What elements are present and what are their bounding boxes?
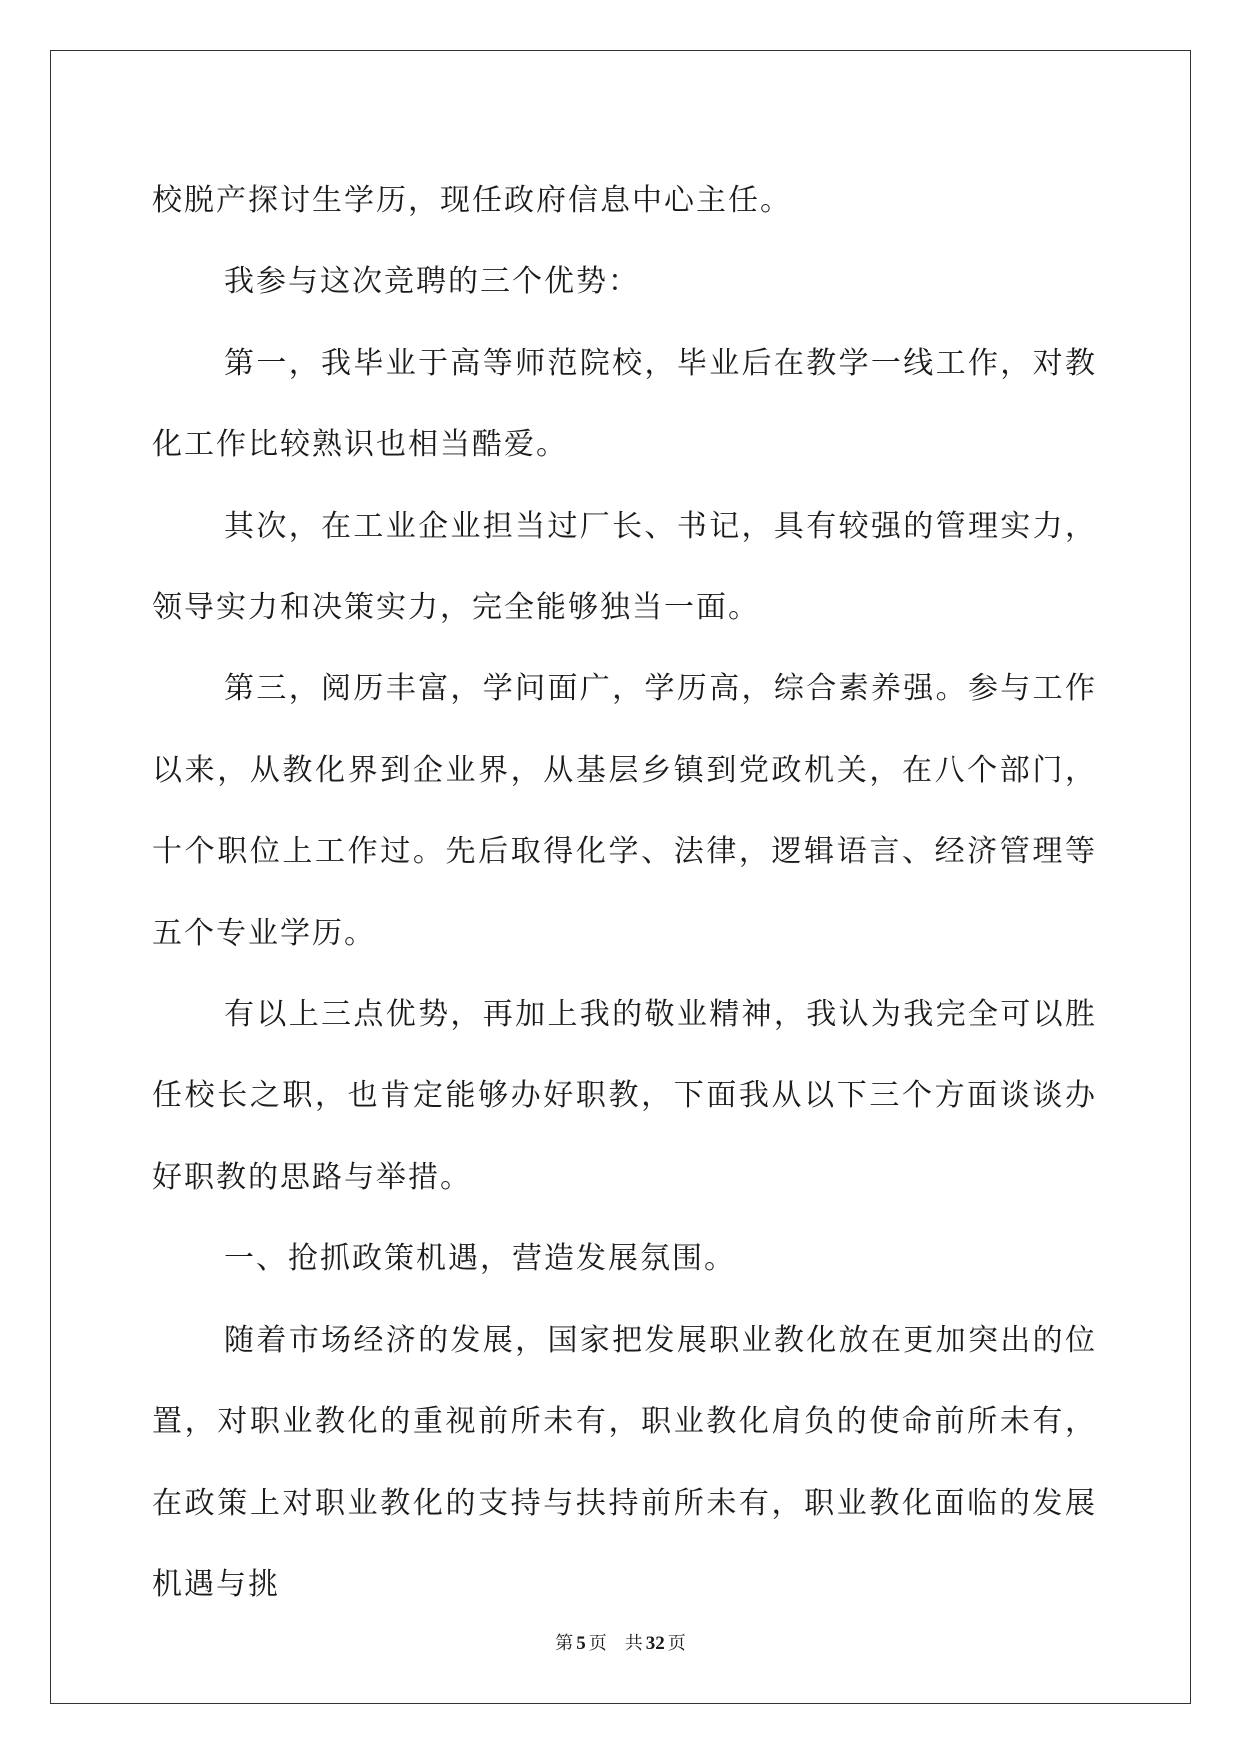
paragraph-4: 其次，在工业企业担当过厂长、书记，具有较强的管理实力，领导实力和决策实力，完全能够独当一面。 [152, 508, 1097, 626]
page-prefix: 第 [555, 1633, 574, 1654]
paragraph-5: 第三，阅历丰富，学问面广，学历高，综合素养强。参与工作以来，从教化界到企业界，从基层乡镇到党政机关，在八个部门，十个职位上工作过。先后取得化学、法律，逻辑语言、经济管理等五个专业学历。 [152, 671, 1097, 951]
total-suffix: 页 [667, 1633, 686, 1654]
paragraph-6: 有以上三点优势，再加上我的敬业精神，我认为我完全可以胜任校长之职，也肯定能够办好职教，下面我从以下三个方面谈谈办好职教的思路与举措。 [152, 997, 1097, 1195]
paragraph-8: 随着市场经济的发展，国家把发展职业教化放在更加突出的位置，对职业教化的重视前所未有，职业教化肩负的使命前所未有，在政策上对职业教化的支持与扶持前所未有，职业教化面临的发展机遇与挑 [152, 1322, 1097, 1602]
paragraph-7: 一、抢抓政策机遇，营造发展氛围。 [224, 1241, 736, 1277]
paragraph-2: 我参与这次竞聘的三个优势： [224, 264, 640, 300]
page-number: 5 [576, 1633, 586, 1654]
paragraph-3: 第一，我毕业于高等师范院校，毕业后在教学一线工作，对教化工作比较熟识也相当酷爱。 [152, 345, 1097, 463]
page-suffix: 页 [588, 1633, 607, 1654]
document-body [152, 160, 1097, 1625]
total-prefix: 共 [624, 1633, 643, 1654]
page-footer [0, 1632, 1241, 1656]
paragraph-1: 校脱产探讨生学历，现任政府信息中心主任。 [152, 183, 792, 218]
total-pages: 32 [645, 1633, 665, 1654]
